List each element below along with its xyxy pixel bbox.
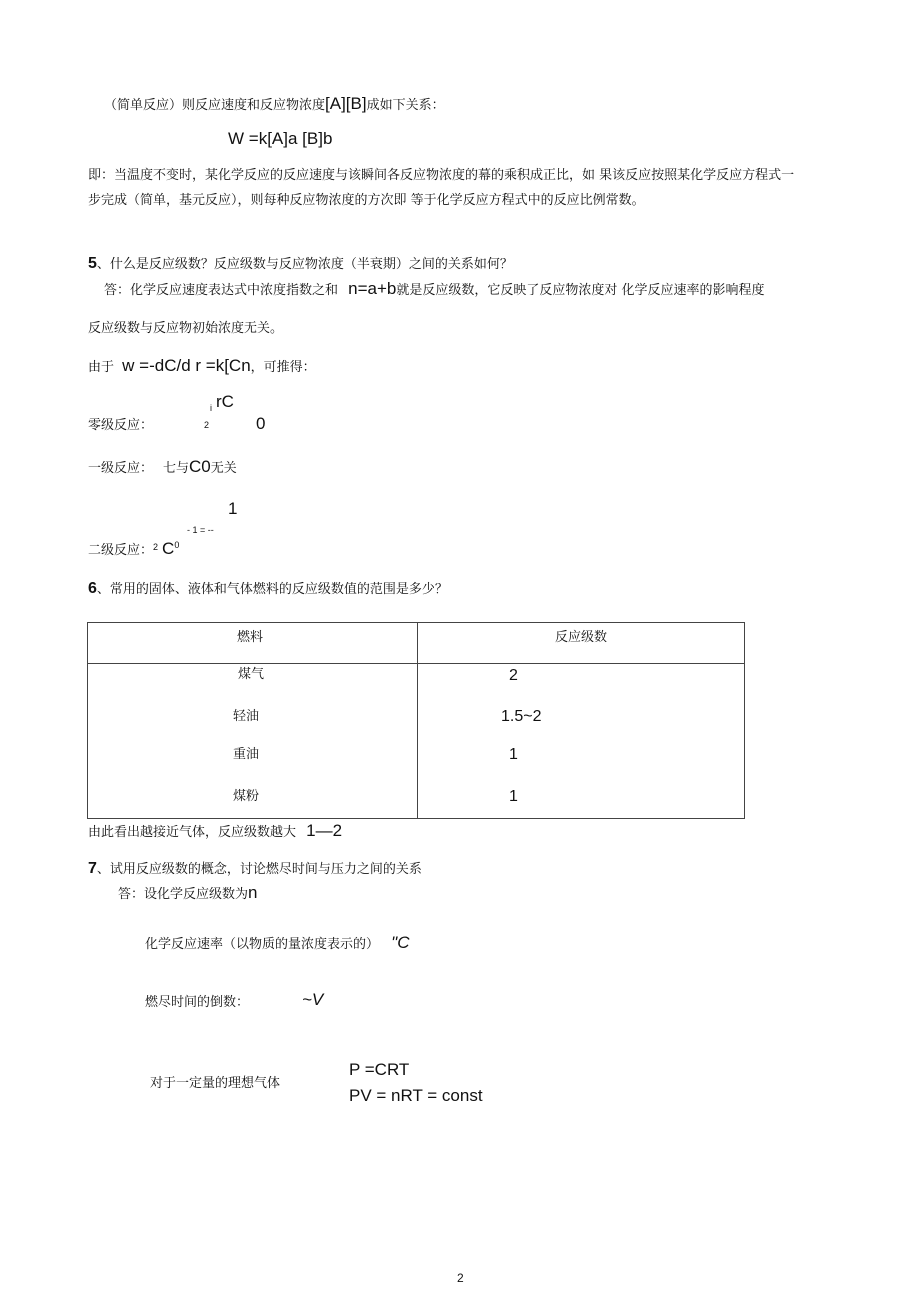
table-header-order: 反应级数: [555, 630, 608, 645]
table-divider-horizontal: [88, 663, 744, 664]
first-order-label: 一级反应：: [88, 461, 154, 476]
zero-order-i: i: [210, 403, 212, 413]
second-order-c: C: [162, 539, 175, 558]
q6-number: 6: [88, 580, 97, 597]
q7-gas-label: 对于一定量的理想气体: [150, 1076, 281, 1091]
fuel-reaction-order-table: [87, 622, 745, 819]
intro-explanation-2: 步完成（简单，基元反应），则每种反应物浓度的方次即 等于化学反应方程式中的反应比例常数。: [88, 193, 645, 208]
zero-order-rc: rC: [216, 392, 234, 411]
intro-line-1: [104, 96, 445, 114]
first-order-text-b: 无关: [210, 461, 237, 476]
q7-answer-n: n: [248, 883, 258, 902]
q5-since-text: 由于: [88, 360, 115, 375]
q6-heading: [88, 581, 448, 598]
first-order-text-a: 七与: [163, 461, 190, 476]
table-cell-order: 1: [509, 788, 518, 805]
rate-law-formula: W =k[A]a [B]b: [228, 129, 333, 148]
q7-gas-equation-2: PV = nRT = const: [349, 1086, 483, 1105]
q7-rate-label: 化学反应速率（以物质的量浓度表示的）: [145, 937, 380, 952]
q6-conclusion-range: 1—2: [306, 821, 343, 840]
table-header-fuel: 燃料: [237, 630, 264, 645]
zero-order-label: 零级反应：: [88, 418, 154, 433]
intro-concentration-symbols: [A][B]: [325, 94, 367, 113]
q5-answer-text-b: 就是反应级数，它反映了反应物浓度对 化学反应速率的影响程度: [396, 283, 765, 298]
q5-since-formula: w =-dC/d r =k[Cn: [122, 356, 251, 375]
q5-number: 5: [88, 255, 97, 272]
q7-gas-equation-1: P =CRT: [349, 1060, 410, 1079]
q7-answer-text: 答：设化学反应级数为: [118, 887, 249, 902]
q5-heading: [88, 256, 513, 273]
q5-question: 、什么是反应级数？反应级数与反应物浓度（半衰期）之间的关系如何？: [96, 257, 513, 272]
q5-answer-formula: n=a+b: [348, 279, 397, 298]
zero-order-exponent: 2: [204, 420, 210, 430]
q7-question: 、试用反应级数的概念，讨论燃尽时间与压力之间的关系: [96, 862, 422, 877]
second-order-0: 0: [174, 540, 180, 550]
first-order-c0: C0: [189, 457, 211, 476]
table-cell-order: 1.5~2: [501, 708, 542, 725]
table-cell-fuel: 煤气: [238, 667, 265, 682]
q7-heading: [88, 861, 422, 878]
page-number: 2: [457, 1271, 464, 1285]
q7-burn-label: 燃尽时间的倒数：: [145, 995, 250, 1010]
second-order-line: [88, 537, 179, 559]
second-order-mid: - 1 = --: [187, 525, 214, 535]
zero-order-zero: 0: [256, 414, 266, 433]
second-order-numerator: 1: [228, 499, 238, 518]
q6-question: 、常用的固体、液体和气体燃料的反应级数值的范围是多少？: [96, 582, 448, 597]
table-cell-fuel: 轻油: [233, 709, 260, 724]
table-cell-fuel: 煤粉: [233, 789, 260, 804]
q5-answer-text-a: 答：化学反应速度表达式中浓度指数之和: [104, 283, 339, 298]
q5-answer: [104, 281, 765, 299]
q5-since-text-b: ，可推得：: [250, 360, 316, 375]
second-order-label: 二级反应：: [88, 543, 154, 558]
q6-conclusion-text: 由此看出越接近气体，反应级数越大: [88, 825, 297, 840]
q5-since-line: [88, 358, 316, 376]
intro-text-a: （简单反应）则反应速度和反应物浓度: [104, 98, 326, 113]
intro-explanation-1: 即：当温度不变时，某化学反应的反应速度与该瞬间各反应物浓度的幕的乘积成正比，如 果该反应按照某化学反应方程式一: [88, 168, 795, 183]
q7-rate-line: [145, 935, 409, 953]
table-cell-fuel: 重油: [233, 747, 260, 762]
q7-burn-symbol: ~V: [302, 990, 324, 1009]
first-order-line: [88, 459, 237, 477]
table-cell-order: 2: [509, 667, 518, 684]
second-order-2: 2: [153, 542, 159, 552]
q6-conclusion: [88, 823, 342, 841]
q7-number: 7: [88, 860, 97, 877]
table-divider-vertical: [417, 623, 418, 818]
q5-note: 反应级数与反应物初始浓度无关。: [88, 321, 284, 336]
table-cell-order: 1: [509, 746, 518, 763]
q7-answer: [118, 885, 257, 903]
intro-text-c: 成如下关系：: [366, 98, 445, 113]
q7-rate-symbol: "C: [391, 933, 410, 952]
